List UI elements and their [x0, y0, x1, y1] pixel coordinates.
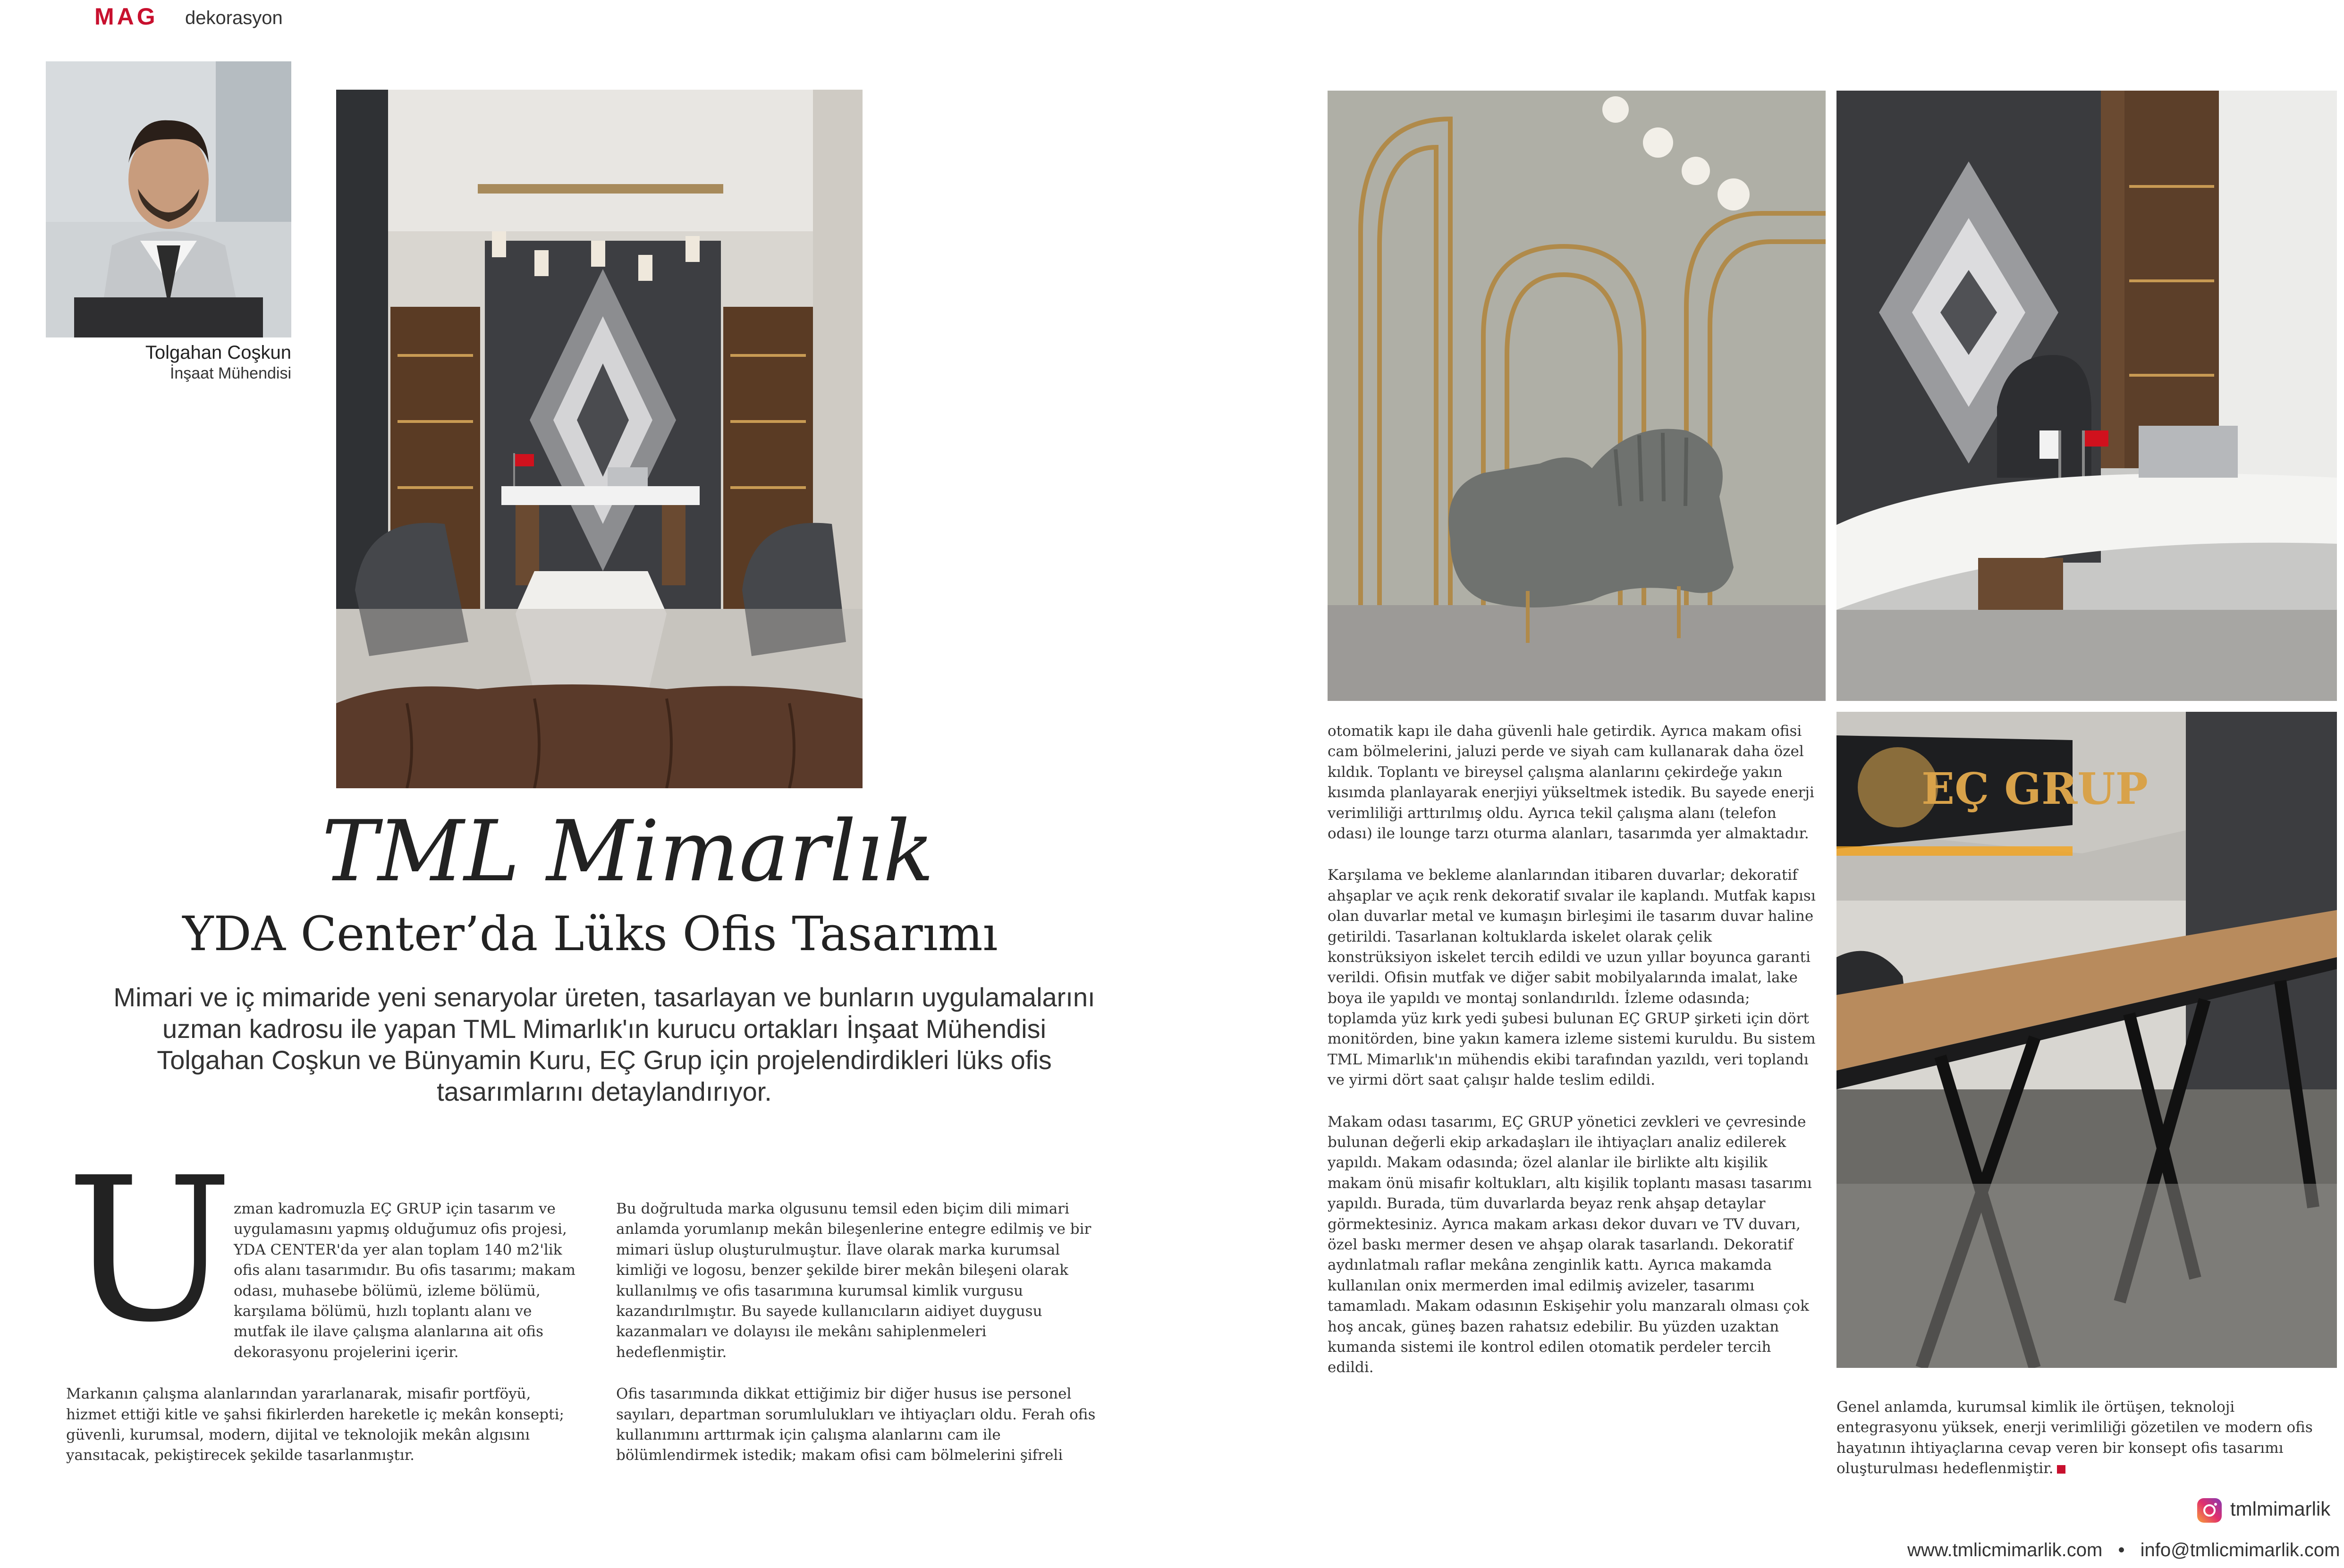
- paragraph: Bu doğrultuda marka olgusunu temsil eden biçim dili mimari anlamda yorumlanıp mekân bileşenlerine entegre edilmiş ve bir mimari üslup oluşturulmuştur. İlave olarak marka kurumsal kimliği ve logosu, benzer şekilde birer mekân bileşeni olarak kullanılmış ve ofis tasarımına kurumsal kimlik vurgusu kazandırılmıştır. Bu sayede kullanıcıların aidiyet duygusu kazanmaları ve dolayısı ile mekânı sahiplenmeleri hedeflenmiştir.: [616, 1200, 1092, 1361]
- paragraph: zman kadromuzla EÇ GRUP için tasarım ve uygulamasını yapmış olduğumuz ofis projesi, YDA CENTER'da yer alan toplam 140 m2'lik ofis alanı tasarımıdır. Bu ofis tasarımı; makam odası, muhasebe bölümü, izleme bölümü, karşılama bölümü, hızlı toplantı alanı ve mutfak ile ilave çalışma alanlarına ait ofis dekorasyonu projelerini içerir.: [234, 1200, 575, 1361]
- drop-cap: U: [66, 1135, 233, 1366]
- column-1: [66, 1199, 583, 1487]
- email-link[interactable]: info@tmlicmimarlik.com: [2140, 1540, 2340, 1560]
- company-sign-text: EÇ GRUP: [1921, 763, 2148, 814]
- footer-contact: [1907, 1540, 2340, 1561]
- office-lounge-photo: [1328, 91, 1826, 701]
- section-label: dekorasyon: [185, 8, 283, 28]
- column-2: [616, 1199, 1098, 1487]
- person-title: İnşaat Mühendisi: [169, 364, 291, 382]
- end-mark-icon: [2057, 1465, 2065, 1474]
- office-main-photo: [336, 90, 863, 788]
- person-name: Tolgahan Coşkun: [145, 342, 291, 363]
- portrait-photo: [46, 61, 291, 337]
- article-subtitle: YDA Center’da Lüks Ofis Tasarımı: [182, 906, 998, 961]
- paragraph: otomatik kapı ile daha güvenli hale getirdik. Ayrıca makam ofisi cam bölmelerini, jaluzi perde ve siyah cam kullanarak daha özel kıldık. Toplantı ve bireysel çalışma alanlarını çekirdeğe yakın kısımda planlayarak enerjiyi yükseltmek istedik. Bu sayede enerji verimliliği arttırılmış oldu. Ayrıca tekil çalışma alanı (telefon odası) ile lounge tarzı oturma alanları, tasarımda yer almaktadır.: [1328, 723, 1814, 842]
- magazine-brand: MAG: [94, 3, 158, 30]
- column-4: [1836, 1397, 2332, 1479]
- drop-cap-spacer: [66, 1199, 234, 1359]
- website-link[interactable]: www.tmlicmimarlik.com: [1907, 1540, 2103, 1560]
- reception-desk-photo: [1836, 712, 2337, 1368]
- paragraph: Karşılama ve bekleme alanlarından itibaren duvarlar; dekoratif ahşaplar ve açık renk dekoratif sıvalar ile kaplandı. Mutfak kapısı olan duvarlar metal ve kumaşın birleşimi ile tasarım duvar haline getirildi. Tasarlanan koltuklarda iskelet olarak çelik konstrüksiyon iskelet tercih edildi ve uzun yıllar boyunca garanti verildi. Ofisin mutfak ve diğer sabit mobilyalarında imalat, lake boya ile yapıldı ve montaj sonlandırıldı. İzleme odasında; toplamda yüz kırk yedi şubesi bulunan EÇ GRUP şirketi için dört monitörden, bine yakın kamera izleme sistemi kuruldu. Bu sistem TML Mimarlık'ın mühendis ekibi tarafından yazıldı, veri toplandı ve yirmi dört saat çalışır halde teslim edildi.: [1328, 867, 1816, 1089]
- instagram-icon: [2195, 1496, 2224, 1525]
- column-3: [1328, 721, 1819, 1399]
- separator-dot: •: [2118, 1540, 2125, 1560]
- paragraph: Ofis tasarımında dikkat ettiğimiz bir diğer husus ise personel sayıları, departman sorumlulukları ve ihtiyaçları oldu. Ferah ofis kullanımını arttırmak için çalışma alanlarını cam ile bölümlendirmek istedik; makam ofisi cam bölmelerini şifreli: [616, 1385, 1096, 1464]
- paragraph: Genel anlamda, kurumsal kimlik ile örtüşen, teknoloji entegrasyonu yüksek, enerji verimliliği gözetilen ve modern ofis hayatının ihtiyaçlarına cevap veren bir konsept ofis tasarımı oluşturulması hedeflenmiştir.: [1836, 1399, 2313, 1477]
- paragraph: Makam odası tasarımı, EÇ GRUP yönetici zevkleri ve çevresinde bulunan değerli ekip arkadaşları ile ihtiyaçları analiz edilerek yapıldı. Makam odasında; özel alanlar ile birlikte altı kişilik makam önü misafir koltukları, altı kişilik toplantı masası tasarımı yapıldı. Burada, tüm duvarlarda beyaz renk ahşap detaylar görmektesiniz. Ayrıca makam arkası dekor duvarı ve TV duvarı, özel baskı mermer desen ve ahşap olarak tasarlandı. Dekoratif aydınlatmalı raflar mekâna zenginlik kattı. Ayrıca makamda kullanılan onix mermerden imal edilmiş avizeler, tasarımı tamamladı. Makam odasının Eskişehir yolu manzaralı olması çok hoş ancak, güneş bazen rahatsız edebilir. Bu yüzden uzaktan kumanda sistemi ile kontrol edilen otomatik perdeler tercih edildi.: [1328, 1113, 1812, 1376]
- executive-desk-photo: [1836, 91, 2337, 701]
- instagram-label: tmlmimarlik: [2230, 1498, 2331, 1520]
- article-lead: Mimari ve iç mimaride yeni senaryolar üreten, tasarlayan ve bunların uygulamalarını uzman kadrosu ile yapan TML Mimarlık'ın kurucu ortakları İnşaat Mühendisi Tolgahan Coşkun ve Bünyamin Kuru, EÇ Grup için projelendirdikleri lüks ofis tasarımlarını detaylandırıyor.: [113, 982, 1095, 1106]
- instagram-handle[interactable]: [2195, 1496, 2330, 1525]
- paragraph: Markanın çalışma alanlarından yararlanarak, misafir portföyü, hizmet ettiği kitle ve şahsi fikirlerden hareketle iç mekân konsepti; güvenli, kurumsal, modern, dijital ve teknolojik mekân algısını yansıtacak, pekiştirecek şekilde tasarlanmıştır.: [66, 1385, 564, 1464]
- article-title: TML Mimarlık: [322, 802, 934, 900]
